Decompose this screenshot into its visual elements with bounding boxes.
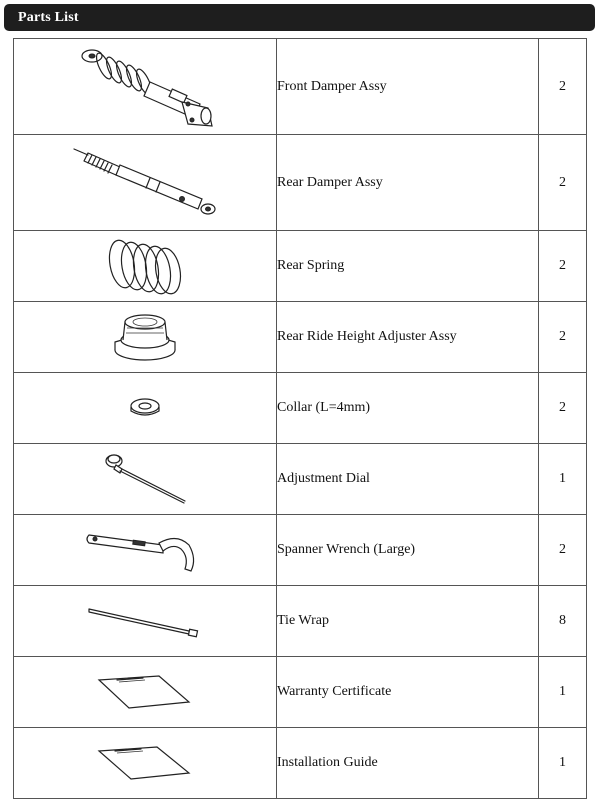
table-row: [14, 515, 587, 586]
table-row: [14, 373, 587, 444]
part-name: Rear Spring: [277, 231, 539, 302]
part-qty: 2: [539, 302, 587, 373]
table-row: [14, 135, 587, 231]
part-qty: 1: [539, 728, 587, 799]
adjustment-dial-icon: [100, 449, 190, 509]
part-qty: 2: [539, 231, 587, 302]
header-bar: [4, 4, 595, 31]
table-row: [14, 728, 587, 799]
part-image-cell: [14, 373, 277, 444]
installation-guide-icon: [95, 743, 195, 783]
part-image-cell: [14, 231, 277, 302]
page-title: Parts List: [18, 9, 79, 25]
part-name: Rear Damper Assy: [277, 135, 539, 231]
part-name: Rear Ride Height Adjuster Assy: [277, 302, 539, 373]
warranty-certificate-icon: [95, 672, 195, 712]
part-qty: 2: [539, 135, 587, 231]
table-row: [14, 231, 587, 302]
part-qty: 2: [539, 373, 587, 444]
part-image-cell: [14, 302, 277, 373]
tie-wrap-icon: [85, 601, 205, 641]
front-damper-icon: [70, 42, 220, 132]
table-row: [14, 586, 587, 657]
parts-table: [13, 38, 587, 799]
part-name: Tie Wrap: [277, 586, 539, 657]
part-name: Warranty Certificate: [277, 657, 539, 728]
part-qty: 2: [539, 515, 587, 586]
ride-height-adjuster-icon: [105, 306, 185, 368]
part-qty: 1: [539, 444, 587, 515]
rear-spring-icon: [100, 236, 190, 296]
part-name: Collar (L=4mm): [277, 373, 539, 444]
part-image-cell: [14, 135, 277, 231]
table-row: [14, 444, 587, 515]
part-image-cell: [14, 657, 277, 728]
part-image-cell: [14, 515, 277, 586]
part-qty: 2: [539, 39, 587, 135]
part-name: Installation Guide: [277, 728, 539, 799]
table-row: [14, 302, 587, 373]
part-image-cell: [14, 39, 277, 135]
part-name: Front Damper Assy: [277, 39, 539, 135]
rear-damper-icon: [70, 143, 220, 223]
table-row: [14, 39, 587, 135]
part-qty: 1: [539, 657, 587, 728]
part-image-cell: [14, 586, 277, 657]
spanner-wrench-icon: [85, 525, 205, 575]
part-image-cell: [14, 444, 277, 515]
part-qty: 8: [539, 586, 587, 657]
collar-icon: [125, 393, 165, 423]
part-name: Spanner Wrench (Large): [277, 515, 539, 586]
table-row: [14, 657, 587, 728]
part-name: Adjustment Dial: [277, 444, 539, 515]
part-image-cell: [14, 728, 277, 799]
